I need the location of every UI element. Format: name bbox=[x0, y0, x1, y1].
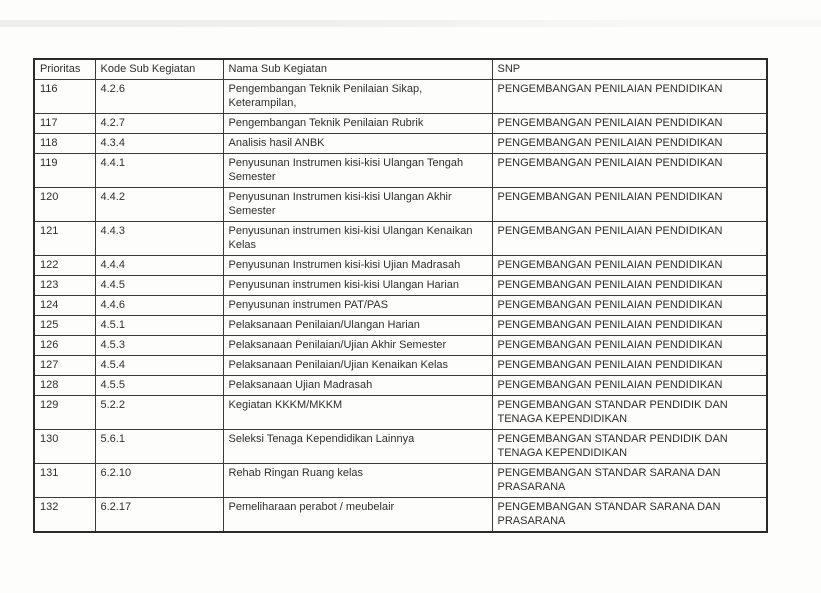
cell-snp: PENGEMBANGAN PENILAIAN PENDIDIKAN bbox=[492, 336, 767, 356]
cell-prioritas: 131 bbox=[34, 464, 95, 498]
column-header-snp: SNP bbox=[492, 59, 767, 80]
table-row bbox=[34, 498, 767, 533]
cell-snp: PENGEMBANGAN PENILAIAN PENDIDIKAN bbox=[492, 134, 767, 154]
cell-nama: Penyusunan Instrumen kisi-kisi Ulangan Akhir Semester bbox=[223, 188, 492, 222]
cell-nama: Pelaksanaan Penilaian/Ujian Kenaikan Kelas bbox=[223, 356, 492, 376]
sub-kegiatan-table bbox=[33, 58, 768, 533]
cell-snp: PENGEMBANGAN PENILAIAN PENDIDIKAN bbox=[492, 80, 767, 114]
column-header-prioritas: Prioritas bbox=[34, 59, 95, 80]
cell-prioritas: 125 bbox=[34, 316, 95, 336]
table-row bbox=[34, 430, 767, 464]
cell-snp: PENGEMBANGAN PENILAIAN PENDIDIKAN bbox=[492, 114, 767, 134]
table-row bbox=[34, 276, 767, 296]
cell-kode: 4.3.4 bbox=[95, 134, 223, 154]
table-row bbox=[34, 356, 767, 376]
cell-nama: Pengembangan Teknik Penilaian Sikap, Keterampilan, bbox=[223, 80, 492, 114]
column-header-nama-sub-kegiatan: Nama Sub Kegiatan bbox=[223, 59, 492, 80]
cell-kode: 6.2.17 bbox=[95, 498, 223, 533]
cell-nama: Rehab Ringan Ruang kelas bbox=[223, 464, 492, 498]
cell-prioritas: 130 bbox=[34, 430, 95, 464]
cell-kode: 5.6.1 bbox=[95, 430, 223, 464]
cell-snp: PENGEMBANGAN PENILAIAN PENDIDIKAN bbox=[492, 356, 767, 376]
table-row bbox=[34, 256, 767, 276]
cell-snp: PENGEMBANGAN PENILAIAN PENDIDIKAN bbox=[492, 256, 767, 276]
cell-snp: PENGEMBANGAN PENILAIAN PENDIDIKAN bbox=[492, 154, 767, 188]
cell-kode: 5.2.2 bbox=[95, 396, 223, 430]
table-row bbox=[34, 114, 767, 134]
cell-kode: 4.5.4 bbox=[95, 356, 223, 376]
cell-nama: Kegiatan KKKM/MKKM bbox=[223, 396, 492, 430]
scan-artifact-band bbox=[0, 20, 821, 27]
cell-snp: PENGEMBANGAN STANDAR PENDIDIK DAN TENAGA KEPENDIDIKAN bbox=[492, 396, 767, 430]
table-row bbox=[34, 464, 767, 498]
cell-prioritas: 128 bbox=[34, 376, 95, 396]
cell-snp: PENGEMBANGAN STANDAR SARANA DAN PRASARANA bbox=[492, 498, 767, 533]
cell-prioritas: 121 bbox=[34, 222, 95, 256]
cell-prioritas: 132 bbox=[34, 498, 95, 533]
cell-nama: Penyusunan instrumen kisi-kisi Ulangan Kenaikan Kelas bbox=[223, 222, 492, 256]
cell-prioritas: 126 bbox=[34, 336, 95, 356]
cell-snp: PENGEMBANGAN PENILAIAN PENDIDIKAN bbox=[492, 296, 767, 316]
cell-kode: 4.5.5 bbox=[95, 376, 223, 396]
cell-nama: Pengembangan Teknik Penilaian Rubrik bbox=[223, 114, 492, 134]
cell-kode: 4.4.3 bbox=[95, 222, 223, 256]
cell-kode: 4.4.6 bbox=[95, 296, 223, 316]
cell-kode: 4.5.1 bbox=[95, 316, 223, 336]
cell-prioritas: 123 bbox=[34, 276, 95, 296]
cell-kode: 4.4.1 bbox=[95, 154, 223, 188]
table-row bbox=[34, 80, 767, 114]
cell-snp: PENGEMBANGAN PENILAIAN PENDIDIKAN bbox=[492, 222, 767, 256]
cell-nama: Seleksi Tenaga Kependidikan Lainnya bbox=[223, 430, 492, 464]
table-row bbox=[34, 316, 767, 336]
cell-nama: Penyusunan instrumen PAT/PAS bbox=[223, 296, 492, 316]
cell-prioritas: 122 bbox=[34, 256, 95, 276]
table-row bbox=[34, 134, 767, 154]
cell-prioritas: 129 bbox=[34, 396, 95, 430]
cell-kode: 6.2.10 bbox=[95, 464, 223, 498]
cell-nama: Pelaksanaan Penilaian/Ujian Akhir Semester bbox=[223, 336, 492, 356]
cell-nama: Penyusunan instrumen kisi-kisi Ulangan Harian bbox=[223, 276, 492, 296]
cell-kode: 4.2.7 bbox=[95, 114, 223, 134]
cell-kode: 4.4.5 bbox=[95, 276, 223, 296]
cell-prioritas: 127 bbox=[34, 356, 95, 376]
cell-prioritas: 120 bbox=[34, 188, 95, 222]
table-row bbox=[34, 188, 767, 222]
cell-snp: PENGEMBANGAN STANDAR PENDIDIK DAN TENAGA KEPENDIDIKAN bbox=[492, 430, 767, 464]
table-row bbox=[34, 296, 767, 316]
column-header-kode-sub-kegiatan: Kode Sub Kegiatan bbox=[95, 59, 223, 80]
cell-prioritas: 119 bbox=[34, 154, 95, 188]
cell-prioritas: 118 bbox=[34, 134, 95, 154]
table-row bbox=[34, 376, 767, 396]
cell-kode: 4.5.3 bbox=[95, 336, 223, 356]
cell-nama: Pelaksanaan Ujian Madrasah bbox=[223, 376, 492, 396]
cell-snp: PENGEMBANGAN PENILAIAN PENDIDIKAN bbox=[492, 188, 767, 222]
cell-snp: PENGEMBANGAN PENILAIAN PENDIDIKAN bbox=[492, 316, 767, 336]
table-header bbox=[34, 59, 767, 80]
cell-nama: Pelaksanaan Penilaian/Ulangan Harian bbox=[223, 316, 492, 336]
table-row bbox=[34, 154, 767, 188]
cell-snp: PENGEMBANGAN PENILAIAN PENDIDIKAN bbox=[492, 376, 767, 396]
table-body bbox=[34, 80, 767, 533]
header-row bbox=[34, 59, 767, 80]
cell-nama: Pemeliharaan perabot / meubelair bbox=[223, 498, 492, 533]
cell-prioritas: 117 bbox=[34, 114, 95, 134]
cell-prioritas: 124 bbox=[34, 296, 95, 316]
table-row bbox=[34, 396, 767, 430]
cell-nama: Penyusunan Instrumen kisi-kisi Ujian Madrasah bbox=[223, 256, 492, 276]
cell-snp: PENGEMBANGAN STANDAR SARANA DAN PRASARANA bbox=[492, 464, 767, 498]
table-row bbox=[34, 222, 767, 256]
cell-kode: 4.4.4 bbox=[95, 256, 223, 276]
cell-prioritas: 116 bbox=[34, 80, 95, 114]
table-row bbox=[34, 336, 767, 356]
cell-kode: 4.2.6 bbox=[95, 80, 223, 114]
cell-kode: 4.4.2 bbox=[95, 188, 223, 222]
cell-snp: PENGEMBANGAN PENILAIAN PENDIDIKAN bbox=[492, 276, 767, 296]
cell-nama: Analisis hasil ANBK bbox=[223, 134, 492, 154]
cell-nama: Penyusunan Instrumen kisi-kisi Ulangan Tengah Semester bbox=[223, 154, 492, 188]
